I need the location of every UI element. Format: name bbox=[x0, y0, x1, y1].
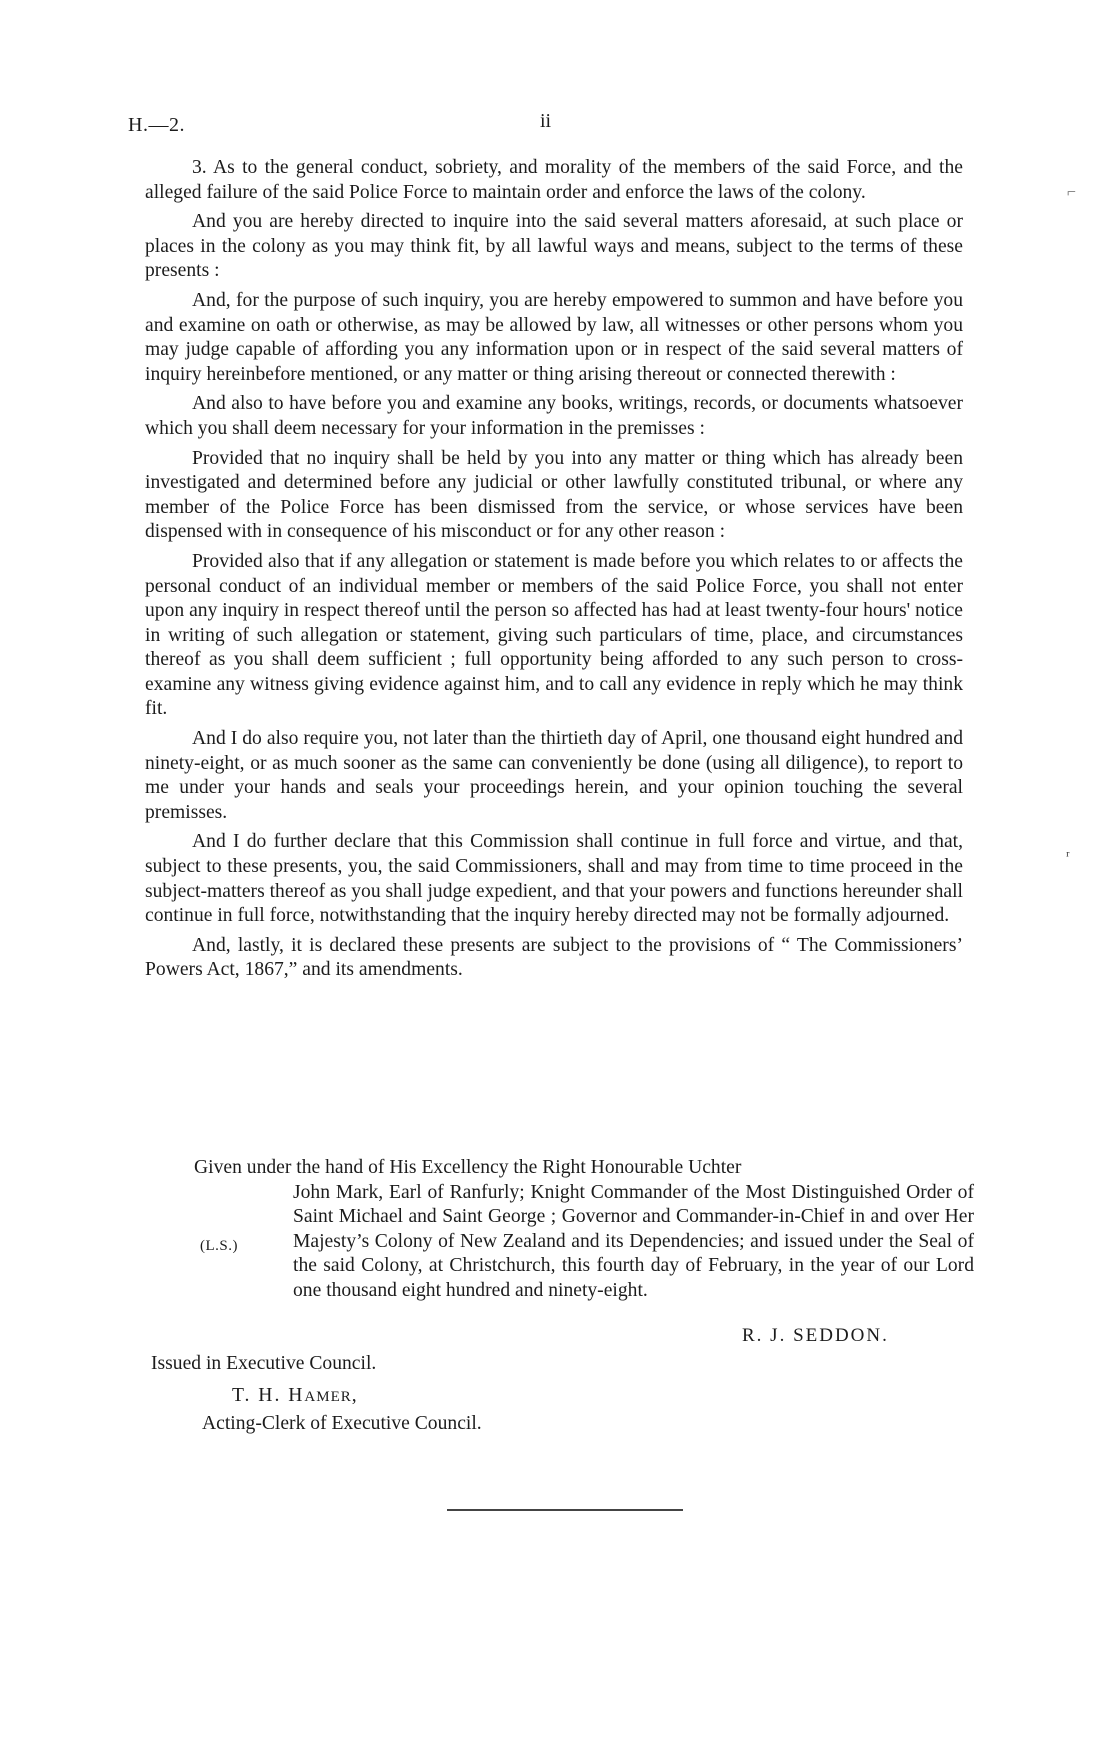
given-under-hand-block bbox=[194, 1156, 974, 1304]
signature-seddon: R. J. SEDDON. bbox=[742, 1325, 889, 1346]
margin-mark: ʳ bbox=[1066, 848, 1070, 865]
page-number: ii bbox=[540, 110, 552, 132]
closing-rule bbox=[447, 1509, 683, 1511]
given-continuation: John Mark, Earl of Ranfurly; Knight Commander of the Most Distinguished Order of Saint Michael and Saint George ; Governor and Commander-in-Chief in and over Her Majesty’s Colony of New Zealand and its Dependencies; and issued under the Seal of the said Colony, at Christchurch, this fourth day of February, in the year of our Lord one thousand eight hundred and ninety-eight. bbox=[293, 1181, 974, 1301]
paragraph-summon-witnesses: And, for the purpose of such inquiry, you are hereby empowered to summon and have before you and examine on oath or otherwise, as may be allowed by law, all witnesses or other persons whom you may judge capable of affording you any information upon or in respect of the said several matters of inquiry hereinbefore mentioned, or any matter or thing arising thereout or connected therewith : bbox=[145, 289, 963, 385]
paragraph-report-deadline: And I do also require you, not later than the thirtieth day of April, one thousand eight hundred and ninety-eight, or as much sooner as the same can conveniently be done (using all diligence), to report to me under your hands and seals your proceedings herein, and your opinion touching the several premisses. bbox=[145, 728, 963, 823]
margin-mark: ⌐ bbox=[1067, 184, 1077, 201]
paragraph-examine-documents: And also to have before you and examine any books, writings, records, or documents whatsoever which you shall deem necessary for your information in the premisses : bbox=[145, 393, 963, 439]
document-reference: H.—2. bbox=[128, 114, 185, 136]
paragraph-continuation: And I do further declare that this Commission shall continue in full force and virtue, and that, subject to these presents, you, the said Commissioners, shall and may from time to time proceed in the subject-matters thereof as you shall judge expedient, and that your powers and functions hereunder shall continue in full force, notwithstanding that the inquiry hereby directed may not be formally adjourned. bbox=[145, 831, 963, 927]
commission-body bbox=[145, 156, 963, 988]
given-lead-line: Given under the hand of His Excellency the Right Honourable Uchter bbox=[194, 1157, 742, 1178]
clerk-surname: AMER bbox=[304, 1389, 352, 1405]
clerk-initials: T. H. H bbox=[232, 1385, 305, 1406]
paragraph-proviso-notice: Provided also that if any allegation or statement is made before you which relates to or affects the personal conduct of an individual member or members of the said Police Force, you shall not enter upon any inquiry in respect thereof until the person so affected has had at least twenty-four hours' notice in writing of such allegation or statement, giving such particulars of time, place, and circumstances thereof as you shall deem sufficient ; full opportunity being afforded to any such person to cross-examine any witness giving evidence against him, and to call any evidence in reply which he may think fit. bbox=[145, 550, 963, 720]
clerk-comma: , bbox=[351, 1385, 359, 1406]
clerk-name bbox=[232, 1385, 359, 1407]
issued-in-council: Issued in Executive Council. bbox=[151, 1353, 377, 1374]
paragraph-proviso-no-inquiry: Provided that no inquiry shall be held by you into any matter or thing which has already been investigated and determined before any judicial or other lawfully constituted tribunal, or where any member of the Police Force has been dismissed from the service, or whose services have been dispensed with in consequence of his misconduct or for any other reason : bbox=[145, 447, 963, 543]
seal-mark: (L.S.) bbox=[200, 1238, 238, 1254]
paragraph-clause-3: 3. As to the general conduct, sobriety, and morality of the members of the said Force, and the alleged failure of the said Police Force to maintain order and enforce the laws of the colony. bbox=[145, 157, 963, 203]
clerk-title: Acting-Clerk of Executive Council. bbox=[202, 1413, 482, 1434]
paragraph-provisions-act: And, lastly, it is declared these presents are subject to the provisions of “ The Commissioners’ Powers Act, 1867,” and its amendments. bbox=[145, 934, 963, 981]
paragraph-inquiry-direction: And you are hereby directed to inquire into the said several matters aforesaid, at such place or places in the colony as you may think fit, by all lawful ways and means, subject to the terms of these presents : bbox=[145, 211, 963, 282]
